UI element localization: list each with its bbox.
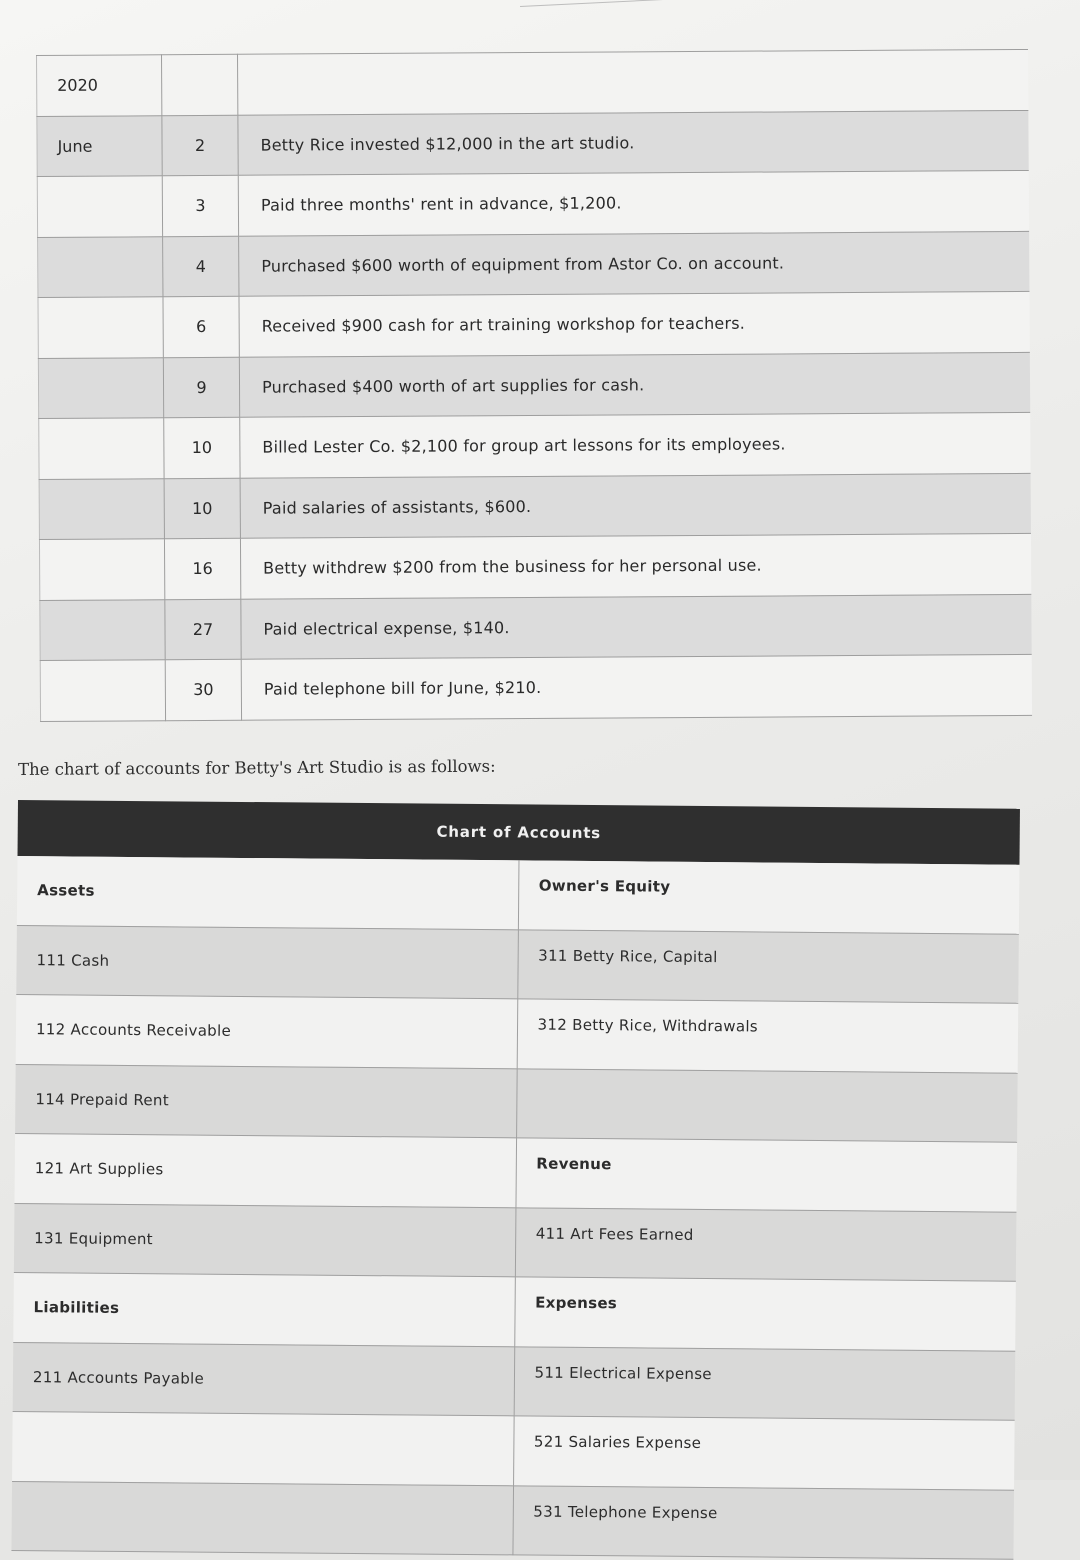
transaction-description: Purchased $400 worth of art supplies for cash. — [239, 352, 1030, 417]
year-day-cell — [162, 54, 238, 115]
chart-of-accounts-title: Chart of Accounts — [18, 800, 1020, 865]
transaction-day: 3 — [162, 175, 238, 236]
account-row — [13, 1342, 1016, 1420]
account-entry: 121 Art Supplies — [14, 1133, 516, 1207]
transaction-row — [38, 231, 1030, 298]
transaction-month — [38, 357, 163, 418]
transaction-description: Paid salaries of assistants, $600. — [240, 473, 1031, 538]
transaction-row — [37, 170, 1029, 237]
transaction-description: Paid telephone bill for June, $210. — [241, 654, 1032, 719]
transaction-row — [38, 352, 1030, 419]
transaction-day: 2 — [162, 115, 238, 176]
transaction-month — [38, 297, 163, 358]
account-entry: 112 Accounts Receivable — [16, 994, 518, 1068]
account-row — [16, 994, 1019, 1072]
account-row — [14, 1133, 1017, 1211]
transaction-month — [40, 660, 165, 721]
transaction-description: Betty Rice invested $12,000 in the art studio. — [238, 110, 1029, 175]
account-row — [12, 1411, 1015, 1489]
transaction-description: Received $900 cash for art training workshop for teachers. — [239, 291, 1030, 356]
account-category-heading: Assets — [17, 856, 519, 929]
account-row — [15, 1064, 1018, 1142]
account-entry: 211 Accounts Payable — [13, 1342, 515, 1416]
transaction-month — [39, 418, 164, 479]
account-entry: 311 Betty Rice, Capital — [517, 929, 1019, 1003]
transaction-month — [37, 176, 162, 237]
transaction-month — [40, 599, 165, 660]
account-entry: 114 Prepaid Rent — [15, 1064, 517, 1138]
transaction-description: Paid three months' rent in advance, $1,200. — [238, 170, 1029, 235]
transaction-month: June — [37, 115, 162, 176]
transaction-day: 4 — [163, 236, 239, 297]
transaction-row — [40, 654, 1032, 721]
account-category-heading: Liabilities — [13, 1272, 515, 1346]
account-entry — [11, 1481, 513, 1555]
transaction-day: 9 — [163, 357, 239, 418]
account-category-heading: Expenses — [514, 1277, 1016, 1351]
transaction-day: 27 — [165, 599, 241, 660]
account-entry: 312 Betty Rice, Withdrawals — [517, 999, 1019, 1073]
account-entry: 111 Cash — [16, 925, 518, 999]
transactions-table — [36, 49, 1032, 722]
year-desc-cell — [237, 49, 1028, 114]
transaction-row — [39, 473, 1031, 540]
chart-of-accounts-table — [11, 856, 1019, 1560]
chart-of-accounts — [11, 800, 1020, 1560]
transaction-month — [39, 539, 164, 600]
transaction-description: Purchased $600 worth of equipment from Astor Co. on account. — [239, 231, 1030, 296]
year-row — [37, 49, 1029, 116]
transaction-row — [40, 594, 1032, 661]
account-entry: 531 Telephone Expense — [512, 1485, 1014, 1559]
account-category-heading: Owner's Equity — [518, 860, 1020, 933]
year-cell: 2020 — [37, 55, 162, 116]
transaction-day: 10 — [164, 417, 240, 478]
account-entry — [516, 1068, 1018, 1142]
account-row — [16, 925, 1019, 1003]
transaction-row — [37, 110, 1029, 177]
transaction-description: Paid electrical expense, $140. — [241, 594, 1032, 659]
account-entry: 521 Salaries Expense — [513, 1416, 1015, 1490]
page-edge-line — [520, 0, 1019, 7]
account-entry: 131 Equipment — [14, 1203, 516, 1277]
account-entry: 411 Art Fees Earned — [515, 1207, 1017, 1281]
account-row — [14, 1203, 1017, 1281]
transaction-row — [38, 291, 1030, 358]
account-category-heading: Revenue — [515, 1138, 1017, 1212]
transaction-day: 10 — [164, 478, 240, 539]
transaction-month — [39, 478, 164, 539]
account-entry: 511 Electrical Expense — [514, 1346, 1016, 1420]
account-row — [13, 1272, 1016, 1350]
account-row — [17, 856, 1020, 934]
chart-intro-text: The chart of accounts for Betty's Art Studio is as follows: — [18, 756, 496, 779]
account-row — [11, 1481, 1014, 1559]
transaction-day: 30 — [165, 659, 241, 720]
transaction-description: Billed Lester Co. $2,100 for group art lessons for its employees. — [240, 412, 1031, 477]
transaction-day: 16 — [164, 538, 240, 599]
transaction-row — [39, 533, 1031, 600]
account-entry — [12, 1411, 514, 1485]
transaction-description: Betty withdrew $200 from the business for her personal use. — [240, 533, 1031, 598]
transaction-day: 6 — [163, 296, 239, 357]
transaction-month — [38, 236, 163, 297]
transaction-row — [39, 412, 1031, 479]
